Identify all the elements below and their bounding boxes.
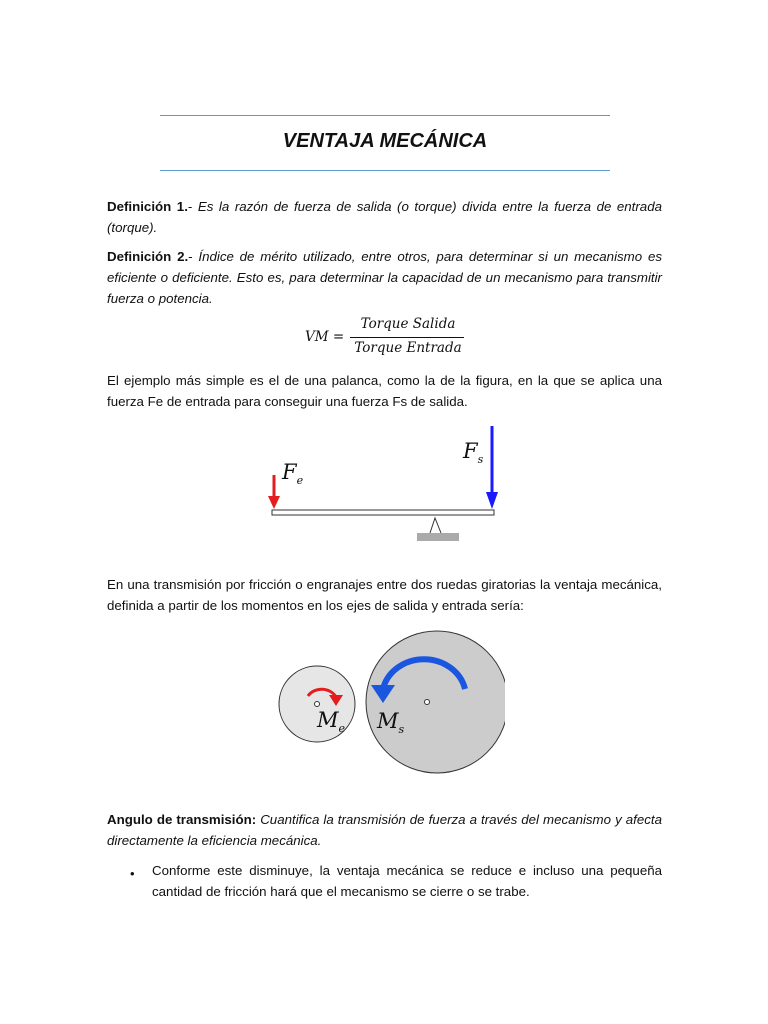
definition-1-label: Definición 1. <box>107 199 188 214</box>
definition-1-text: Es la razón de fuerza de salida (o torque) divida entre la fuerza de entrada (torque). <box>107 199 662 235</box>
output-force-label: $F_s$ <box>463 439 484 466</box>
formula-lhs: VM = <box>305 329 345 345</box>
input-force-label: $F_e$ <box>282 460 304 487</box>
input-axle <box>315 702 320 707</box>
definition-2 <box>107 246 662 309</box>
lever-bar <box>272 510 494 515</box>
output-axle <box>425 700 430 705</box>
transmission-angle-text: Cuantifica la transmisión de fuerza a través del mecanismo y afecta directamente la eficiencia mecánica. <box>107 812 662 848</box>
lever-figure <box>260 420 510 550</box>
transmission-angle-label: Angulo de transmisión: <box>107 812 257 827</box>
transmission-angle-paragraph <box>107 809 662 851</box>
gears-paragraph: En una transmisión por fricción o engranajes entre dos ruedas giratorias la ventaja mecánica, definida a partir de los momentos en los ejes de salida y entrada sería: <box>107 577 662 613</box>
output-moment-label: $M_s$ <box>377 709 405 736</box>
bullet-item: Conforme este disminuye, la ventaja mecánica se reduce e incluso una pequeña cantidad de fricción hará que el mecanismo se cierre o se trabe. <box>152 863 662 899</box>
title-top-rule <box>160 115 610 116</box>
input-force-arrow <box>268 475 280 509</box>
input-moment-label: $M_e$ <box>317 708 346 735</box>
output-force-arrow <box>486 426 498 509</box>
output-wheel <box>366 631 505 773</box>
definition-2-separator: - <box>188 249 193 264</box>
formula-fraction-bar <box>350 337 464 338</box>
definition-1-separator: - <box>187 199 193 214</box>
mechanical-advantage-formula <box>300 316 470 360</box>
lever-paragraph: El ejemplo más simple es el de una palanca, como la de la figura, en la que se aplica una fuerza Fe de entrada para conseguir una fuerza Fs de salida. <box>107 373 662 409</box>
definition-1 <box>107 196 662 238</box>
title-bottom-rule <box>160 170 610 171</box>
gears-figure <box>275 625 505 785</box>
fulcrum-base <box>417 533 459 541</box>
bullet-marker: • <box>130 866 135 881</box>
definition-2-label: Definición 2. <box>107 249 189 264</box>
page-title: VENTAJA MECÁNICA <box>282 130 488 152</box>
formula-denominator: Torque Entrada <box>354 340 462 356</box>
definition-2-text: Índice de mérito utilizado, entre otros, para determinar si un mecanismo es eficiente o deficiente. Esto es, para determinar la capacidad de un mecanismo para transmitir fuerza o potencia. <box>107 249 662 306</box>
lever-fulcrum <box>430 518 441 533</box>
formula-numerator: Torque Salida <box>360 316 456 332</box>
